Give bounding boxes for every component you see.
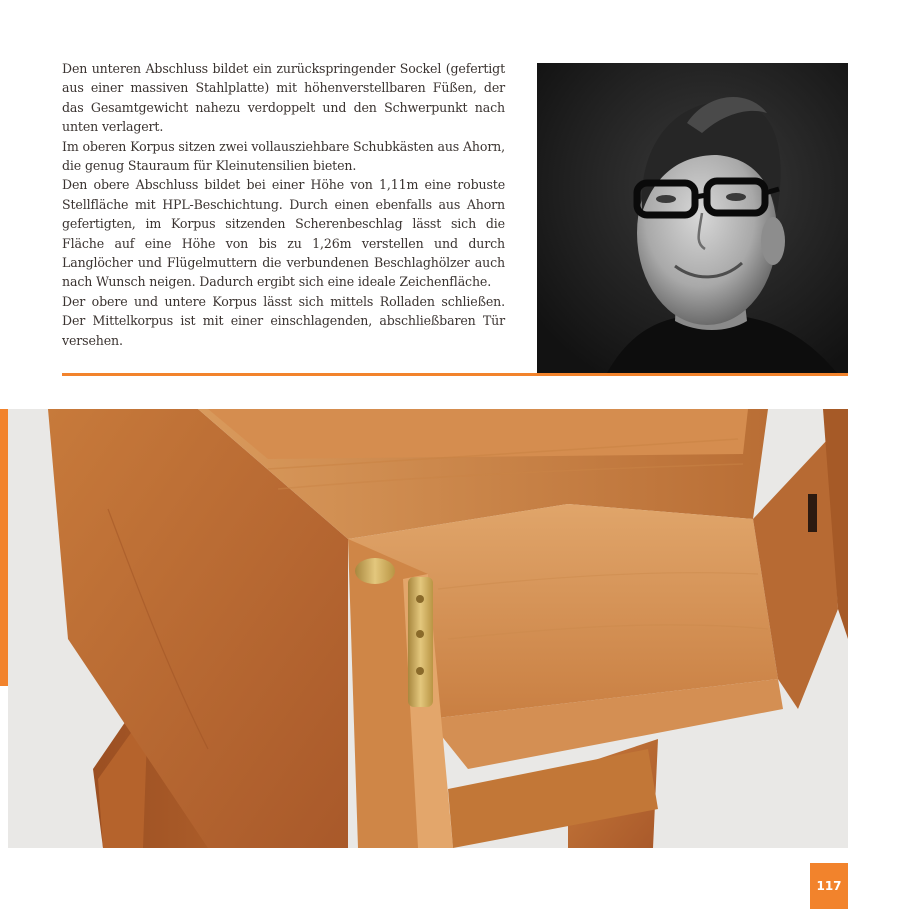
paragraph-4: Der obere und untere Korpus lässt sich mittels Rolladen schließen. Der Mittelkorpus ist mit einer einschlagenden, abschließbaren Tür versehen. [62, 293, 505, 348]
paragraph-1: Den unteren Abschluss bildet ein zurückspringender Sockel (gefertigt aus einer massiven Stahlplatte) mit höhenverstellbaren Füßen, der das Gesamtgewicht nahezu verdoppelt und den Schwerpunkt nach unten verlagert. [62, 61, 505, 135]
page-number: 117 [810, 863, 848, 909]
orange-divider-rule [62, 373, 848, 376]
paragraph-2: Im oberen Korpus sitzen zwei vollausziehbare Schubkästen aus Ahorn, die genug Stauraum für Kleinutensilien bieten. [62, 138, 505, 174]
portrait-photo [537, 63, 848, 373]
cabinet-photo [8, 409, 848, 848]
orange-side-bar [0, 409, 8, 686]
body-text [62, 59, 505, 350]
paragraph-3: Den obere Abschluss bildet bei einer Höhe von 1,11m eine robuste Stellfläche mit HPL-Beschichtung. Durch einen ebenfalls aus Ahorn gefertigten, im Korpus sitzenden Scherenbeschlag lässt sich die Fläche auf eine Höhe von bis zu 1,26m verstellen und durch Langlöcher und Flügelmuttern die verbundenen Beschlaghölzer auch nach Wunsch neigen. Dadurch ergibt sich eine ideale Zeichenfläche. [62, 177, 505, 290]
